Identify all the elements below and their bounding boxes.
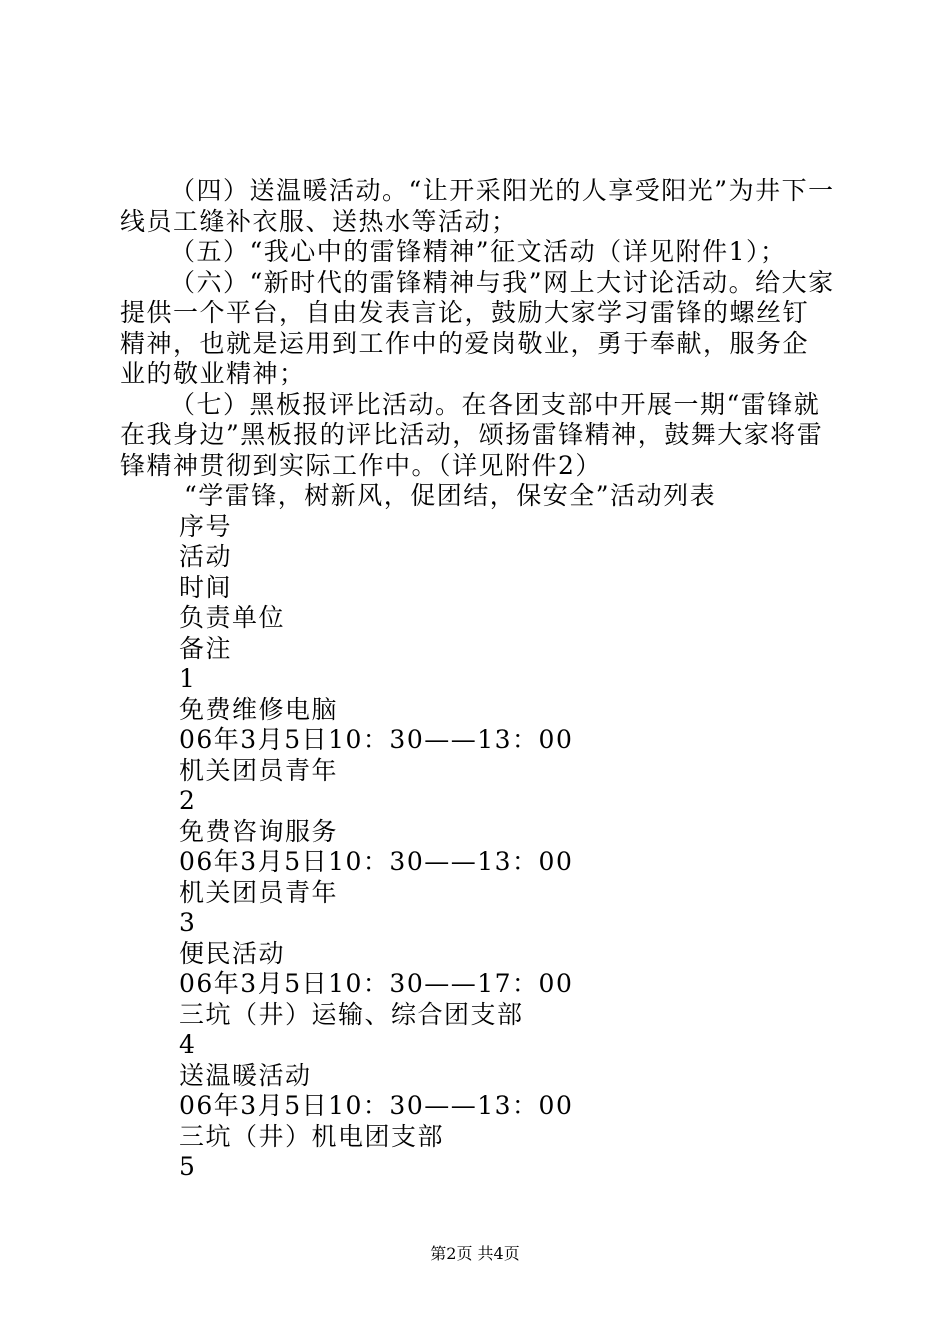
page-footer: 第2页 共4页 <box>430 1244 520 1263</box>
header-cell-no: 序号 <box>179 511 233 541</box>
row-time: 06年3月5日10：30——13：00 <box>179 725 574 754</box>
table-headers <box>0 512 950 665</box>
row-time: 06年3月5日10：30——17：00 <box>179 969 574 998</box>
header-cell-note: 备注 <box>179 633 233 663</box>
table-row <box>0 664 950 786</box>
row-no: 4 <box>179 1030 197 1059</box>
row-unit: 三坑（井）运输、综合团支部 <box>179 999 524 1029</box>
row-no: 5 <box>179 1152 197 1181</box>
row-no: 3 <box>179 908 197 937</box>
row-time: 06年3月5日10：30——13：00 <box>179 1091 574 1120</box>
paragraph-item-7: （七）黑板报评比活动。在各团支部中开展一期“雷锋就在我身边”黑板报的评比活动，颂扬雷锋精神，鼓舞大家将雷锋精神贯彻到实际工作中。（详见附件2） <box>120 389 824 480</box>
row-time: 06年3月5日10：30——13：00 <box>179 847 574 876</box>
table-row <box>0 908 950 1030</box>
paragraph-item-4: （四）送温暖活动。“让开采阳光的人享受阳光”为井下一线员工缝补衣服、送热水等活动； <box>120 176 835 236</box>
row-no: 1 <box>179 664 197 693</box>
header-cell-time: 时间 <box>179 572 233 602</box>
paragraph-item-6: （六）“新时代的雷锋精神与我”网上大讨论活动。给大家提供一个平台，自由发表言论，鼓励大家学习雷锋的螺丝钉精神，也就是运用到工作中的爱岗敬业，勇于奉献，服务企业的敬业精神； <box>120 267 835 388</box>
row-activity: 免费维修电脑 <box>179 694 339 724</box>
row-unit: 机关团员青年 <box>179 877 339 907</box>
paragraph-item-5: （五）“我心中的雷锋精神”征文活动（详见附件1）； <box>170 237 787 266</box>
row-activity: 便民活动 <box>179 938 286 968</box>
row-unit: 机关团员青年 <box>179 755 339 785</box>
table-row <box>0 786 950 908</box>
row-no: 2 <box>179 786 197 815</box>
table-row <box>0 1030 950 1152</box>
row-unit: 三坑（井）机电团支部 <box>179 1121 445 1151</box>
table-row <box>0 1152 950 1183</box>
row-activity: 免费咨询服务 <box>179 816 339 846</box>
row-activity: 送温暖活动 <box>179 1060 312 1090</box>
header-cell-unit: 负责单位 <box>179 603 286 632</box>
table-title: “学雷锋，树新风，促团结，保安全”活动列表 <box>184 481 717 510</box>
header-cell-activity: 活动 <box>179 542 233 571</box>
document-body <box>0 176 950 1183</box>
